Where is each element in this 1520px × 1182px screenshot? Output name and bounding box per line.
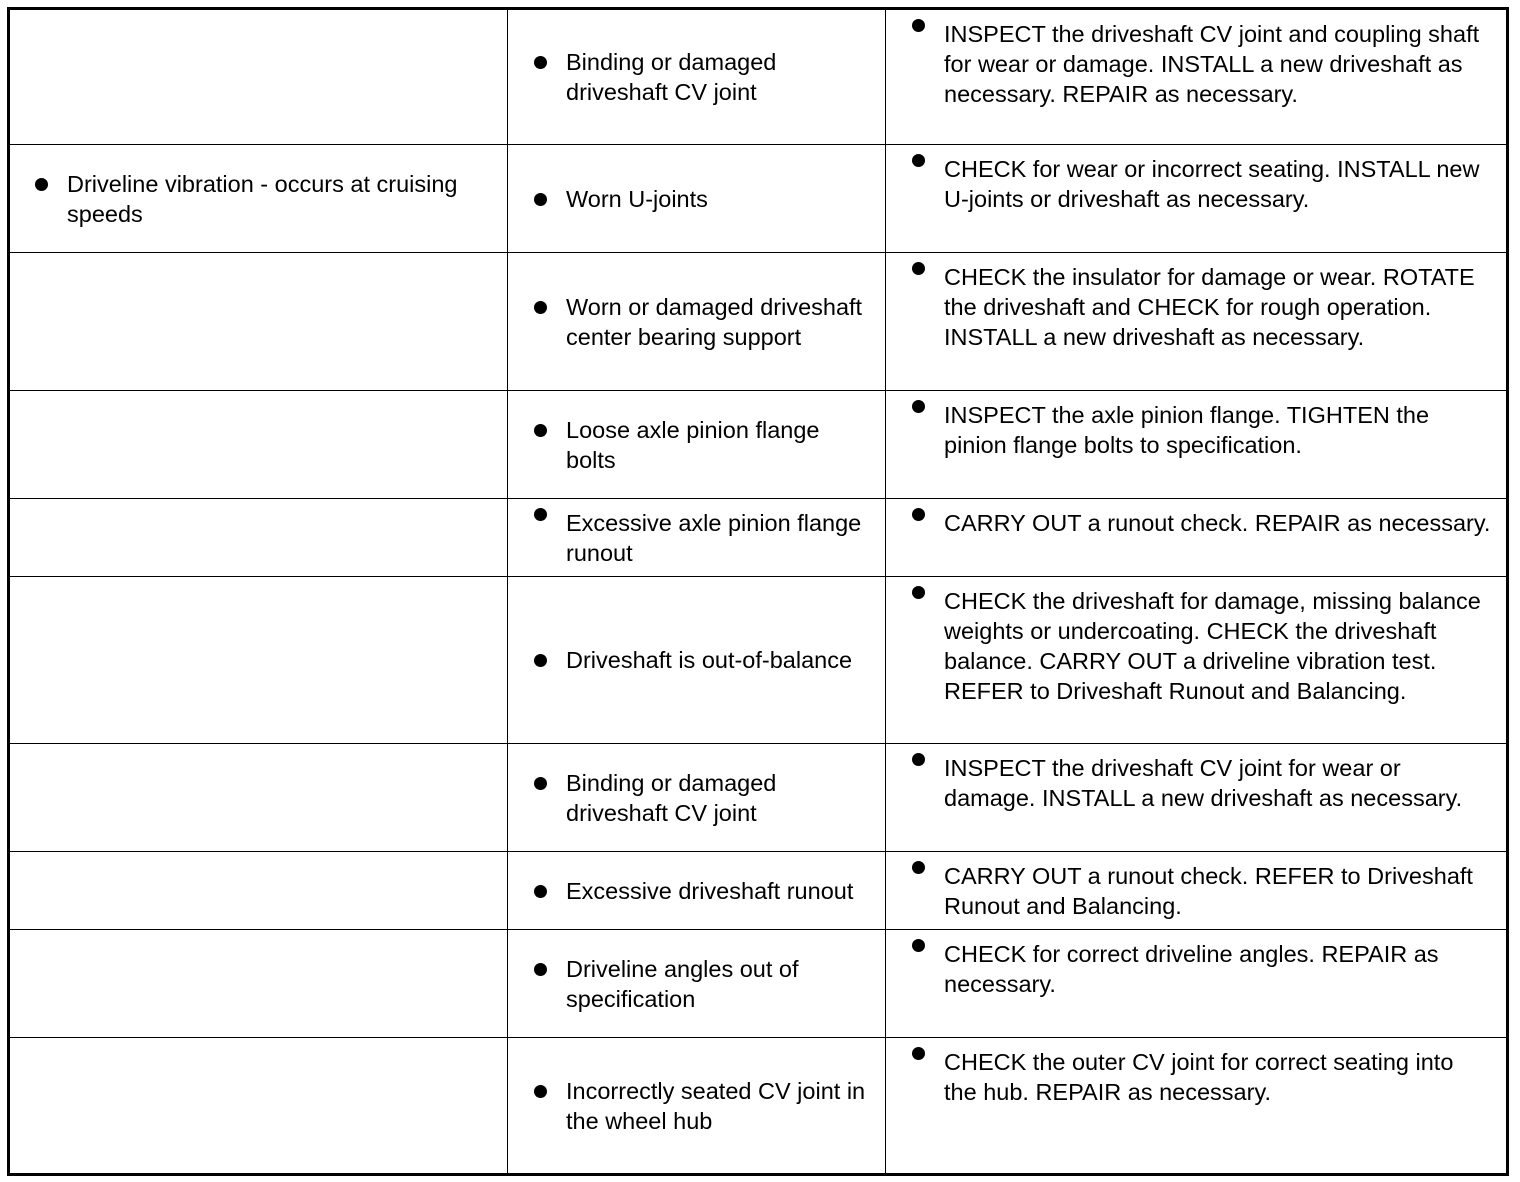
source-text: Binding or damaged driveshaft CV joint: [566, 49, 777, 105]
action-text: CHECK the insulator for damage or wear. ROTATE the driveshaft and CHECK for rough operation. INSTALL a new driveshaft as necessary.: [944, 264, 1475, 350]
source-text: Excessive axle pinion flange runout: [566, 510, 862, 566]
table-row: [9, 1038, 1508, 1175]
table-row: [9, 744, 1508, 852]
bullet-icon: [534, 963, 547, 976]
source-item: [508, 184, 885, 214]
source-cell: [508, 930, 886, 1038]
source-text: Incorrectly seated CV joint in the wheel hub: [566, 1077, 866, 1134]
bullet-icon: [534, 56, 547, 69]
condition-cell: [9, 391, 508, 499]
action-item: [886, 253, 1506, 352]
bullet-icon: [912, 508, 925, 521]
source-cell: [508, 852, 886, 930]
bullet-icon: [912, 19, 925, 32]
source-text: Binding or damaged driveshaft CV joint: [566, 769, 777, 826]
action-cell: [886, 499, 1508, 577]
bullet-icon: [534, 1085, 547, 1098]
source-text: Loose axle pinion flange bolts: [566, 416, 820, 473]
action-text: INSPECT the driveshaft CV joint for wear or damage. INSTALL a new driveshaft as necessary.: [944, 755, 1463, 811]
source-cell: [508, 253, 886, 391]
action-text: CHECK the outer CV joint for correct seating into the hub. REPAIR as necessary.: [944, 1049, 1454, 1105]
source-item: [508, 645, 885, 675]
bullet-icon: [912, 939, 925, 952]
source-cell: [508, 1038, 886, 1175]
bullet-icon: [534, 193, 547, 206]
table-row: [9, 499, 1508, 577]
bullet-icon: [912, 1047, 925, 1060]
table-row: [9, 852, 1508, 930]
condition-cell: [9, 499, 508, 577]
action-cell: [886, 253, 1508, 391]
action-item: [886, 744, 1506, 813]
action-cell: [886, 744, 1508, 852]
source-cell: [508, 744, 886, 852]
bullet-icon: [912, 753, 925, 766]
table-row: [9, 145, 1508, 253]
source-item: [508, 954, 885, 1014]
table-row: [9, 9, 1508, 145]
condition-cell: [9, 1038, 508, 1175]
condition-cell: [9, 930, 508, 1038]
source-item: [508, 499, 885, 568]
bullet-icon: [534, 424, 547, 437]
source-item: [508, 768, 885, 828]
action-cell: [886, 577, 1508, 744]
condition-text: Driveline vibration - occurs at cruising speeds: [67, 170, 458, 227]
action-text: INSPECT the axle pinion flange. TIGHTEN the pinion flange bolts to specification.: [944, 402, 1430, 458]
action-item: [886, 391, 1506, 460]
action-text: CHECK for wear or incorrect seating. INSTALL new U-joints or driveshaft as necessary.: [944, 156, 1480, 212]
bullet-icon: [912, 861, 925, 874]
condition-cell: [9, 9, 508, 145]
source-cell: [508, 499, 886, 577]
condition-cell: [9, 744, 508, 852]
action-cell: [886, 145, 1508, 253]
source-text: Excessive driveshaft runout: [566, 877, 854, 904]
action-text: CHECK for correct driveline angles. REPAIR as necessary.: [944, 941, 1439, 997]
condition-cell: [9, 253, 508, 391]
action-item: [886, 145, 1506, 214]
bullet-icon: [912, 586, 925, 599]
condition-cell: [9, 145, 508, 253]
condition-cell: [9, 852, 508, 930]
condition-cell: [9, 577, 508, 744]
action-cell: [886, 930, 1508, 1038]
action-text: CARRY OUT a runout check. REPAIR as necessary.: [944, 510, 1491, 536]
bullet-icon: [912, 400, 925, 413]
source-cell: [508, 145, 886, 253]
action-cell: [886, 1038, 1508, 1175]
bullet-icon: [35, 178, 48, 191]
source-cell: [508, 9, 886, 145]
table-row: [9, 253, 1508, 391]
diagnosis-table: [7, 7, 1509, 1176]
source-item: [508, 415, 885, 475]
source-text: Worn or damaged driveshaft center bearing support: [566, 293, 863, 350]
bullet-icon: [534, 301, 547, 314]
action-cell: [886, 852, 1508, 930]
action-item: [886, 577, 1506, 706]
action-item: [886, 10, 1506, 109]
action-item: [886, 499, 1506, 538]
table-row: [9, 577, 1508, 744]
bullet-icon: [534, 508, 547, 521]
source-item: [508, 876, 885, 906]
source-text: Worn U-joints: [566, 185, 708, 212]
action-item: [886, 852, 1506, 921]
source-text: Driveline angles out of specification: [566, 955, 799, 1012]
bullet-icon: [534, 777, 547, 790]
bullet-icon: [912, 262, 925, 275]
action-text: CHECK the driveshaft for damage, missing balance weights or undercoating. CHECK the driveshaft balance. CARRY OUT a driveline vibration test. REFER to Driveshaft Runout and Balancing.: [944, 588, 1481, 704]
bullet-icon: [912, 154, 925, 167]
bullet-icon: [534, 885, 547, 898]
bullet-icon: [534, 654, 547, 667]
source-item: [508, 292, 885, 352]
action-item: [886, 1038, 1506, 1107]
source-cell: [508, 577, 886, 744]
source-text: Driveshaft is out-of-balance: [566, 647, 853, 673]
action-text: CARRY OUT a runout check. REFER to Driveshaft Runout and Balancing.: [944, 863, 1473, 919]
source-item: [508, 1076, 885, 1136]
action-cell: [886, 391, 1508, 499]
action-cell: [886, 9, 1508, 145]
source-item: [508, 47, 885, 107]
action-text: INSPECT the driveshaft CV joint and coupling shaft for wear or damage. INSTALL a new driveshaft as necessary. REPAIR as necessary.: [944, 21, 1480, 107]
condition-item: [10, 169, 507, 229]
table-row: [9, 391, 1508, 499]
action-item: [886, 930, 1506, 999]
source-cell: [508, 391, 886, 499]
table-row: [9, 930, 1508, 1038]
